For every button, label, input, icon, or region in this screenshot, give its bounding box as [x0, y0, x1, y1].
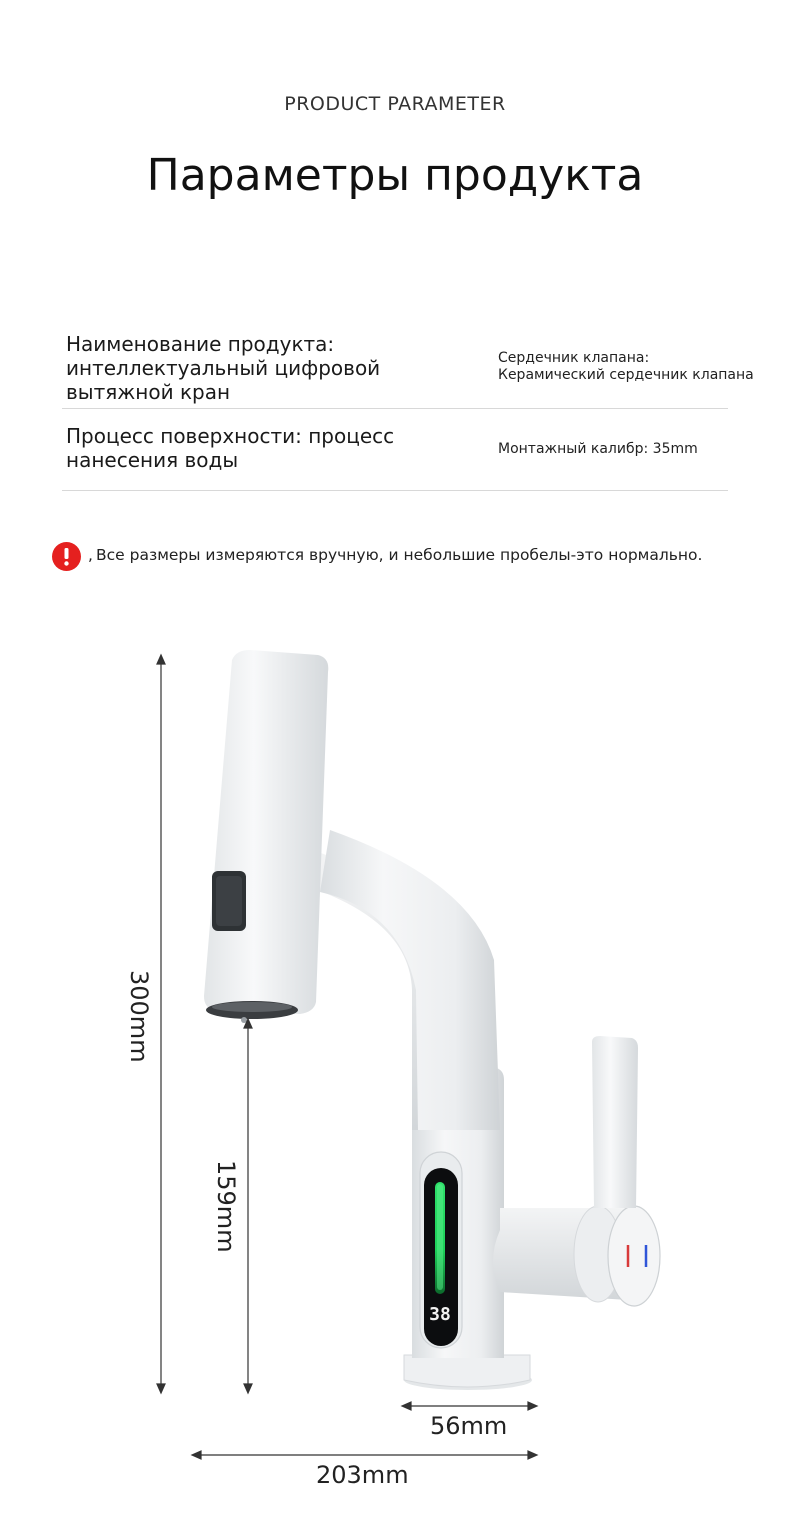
param-valve-core: Сердечник клапана: Керамический сердечник клапана — [498, 350, 754, 383]
faucet-lever — [592, 1036, 638, 1208]
handle-cap — [608, 1206, 660, 1306]
base-width-label: 56mm — [430, 1412, 508, 1440]
total-width-label: 203mm — [316, 1461, 409, 1489]
note-text: Все размеры измеряются вручную, и небольшие пробелы-это нормально. — [96, 546, 703, 564]
note-prefix: , — [88, 546, 93, 564]
spout-height-label: 159mm — [212, 1160, 240, 1253]
param-surface-process: Процесс поверхности: процесс нанесения воды — [66, 424, 395, 472]
total-height-label: 300mm — [125, 970, 153, 1063]
page-title: Параметры продукта — [146, 150, 644, 201]
page-eyebrow: PRODUCT PARAMETER — [284, 93, 506, 115]
faucet-head — [204, 650, 328, 1014]
faucet-neck — [320, 830, 500, 1130]
temperature-readout: 38 — [429, 1304, 451, 1325]
param-product-name: Наименование продукта: интеллектуальный цифровой вытяжной кран — [66, 332, 381, 404]
param-mount-caliber: Монтажный калибр: 35mm — [498, 441, 698, 457]
faucet-base — [404, 1355, 530, 1387]
